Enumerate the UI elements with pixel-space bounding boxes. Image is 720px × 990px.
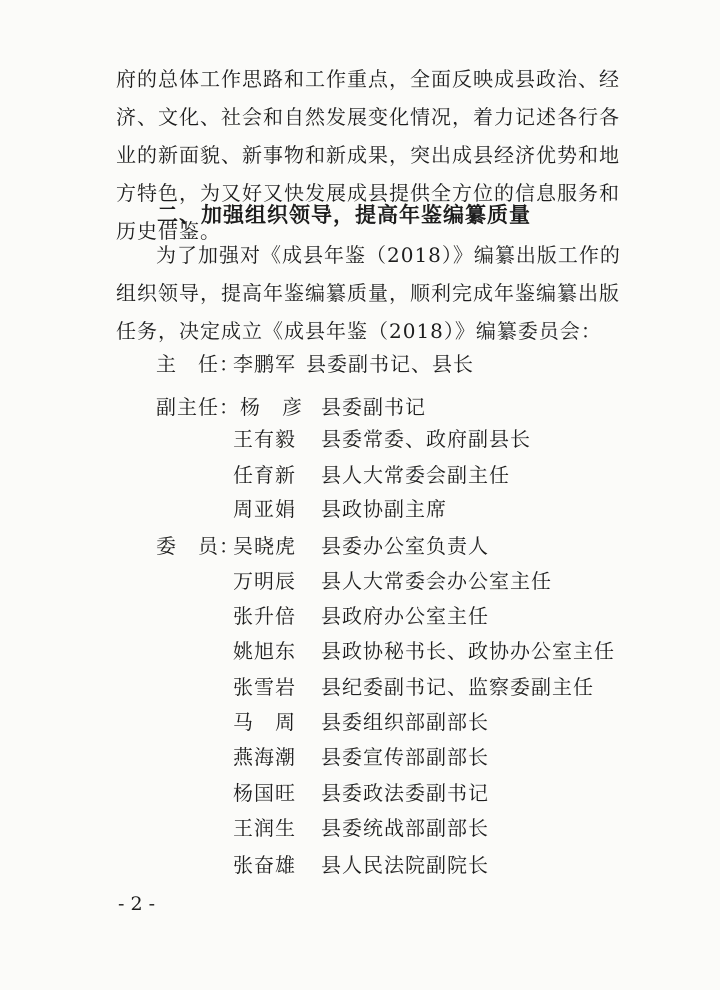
- committee-member-position: 县人大常委会办公室主任: [321, 569, 552, 593]
- committee-member-name: 任育新: [233, 463, 296, 487]
- committee-member-name: 周亚娟: [233, 497, 296, 521]
- committee-role: 委 员：: [156, 534, 240, 558]
- committee-member-position: 县人大常委会副主任: [321, 463, 510, 487]
- committee-member-name: 姚旭东: [233, 639, 296, 663]
- committee-member-name: 王润生: [233, 816, 296, 840]
- committee-member-position: 县委常委、政府副县长: [321, 427, 531, 451]
- committee-member-position: 县人民法院副院长: [321, 853, 489, 877]
- committee-member-name: 李鹏军: [233, 352, 296, 376]
- committee-member-name: 张雪岩: [233, 675, 296, 699]
- committee-member-name: 杨 彦: [240, 395, 303, 419]
- committee-member-position: 县委副书记: [321, 395, 426, 419]
- section-heading: 二、加强组织领导，提高年鉴编纂质量: [157, 203, 531, 227]
- committee-member-position: 县委副书记、县长: [306, 352, 474, 376]
- committee-role: 副主任：: [156, 395, 240, 419]
- committee-member-position: 县政协秘书长、政协办公室主任: [321, 639, 615, 663]
- committee-member-name: 张升倍: [233, 604, 296, 628]
- committee-member-name: 马 周: [233, 710, 296, 734]
- committee-member-position: 县委政法委副书记: [321, 781, 489, 805]
- section-paragraph: 为了加强对《成县年鉴（2018）》编纂出版工作的组织领导，提高年鉴编纂质量，顺利完成年鉴编纂出版任务，决定成立《成县年鉴（2018）》编纂委员会：: [116, 243, 621, 343]
- committee-member-position: 县委宣传部副部长: [321, 745, 489, 769]
- committee-member-name: 燕海潮: [233, 745, 296, 769]
- committee-member-position: 县委组织部副部长: [321, 710, 489, 734]
- committee-member-position: 县纪委副书记、监察委副主任: [321, 675, 594, 699]
- committee-role: 主 任：: [156, 352, 240, 376]
- committee-member-name: 张奋雄: [233, 853, 296, 877]
- committee-member-name: 吴晓虎: [233, 534, 296, 558]
- committee-member-position: 县委办公室负责人: [321, 534, 489, 558]
- committee-member-position: 县政协副主席: [321, 497, 447, 521]
- page-number: - 2 -: [118, 893, 156, 915]
- committee-member-position: 县委统战部副部长: [321, 816, 489, 840]
- intro-paragraph: 府的总体工作思路和工作重点，全面反映成县政治、经济、文化、社会和自然发展变化情况，着力记述各行各业的新面貌、新事物和新成果，突出成县经济优势和地方特色，为又好又快发展成县提供全方位的信息服务和历史借鉴。: [116, 67, 620, 243]
- committee-member-position: 县政府办公室主任: [321, 604, 489, 628]
- committee-member-name: 杨国旺: [233, 781, 296, 805]
- committee-member-name: 王有毅: [233, 427, 296, 451]
- committee-member-name: 万明辰: [233, 569, 296, 593]
